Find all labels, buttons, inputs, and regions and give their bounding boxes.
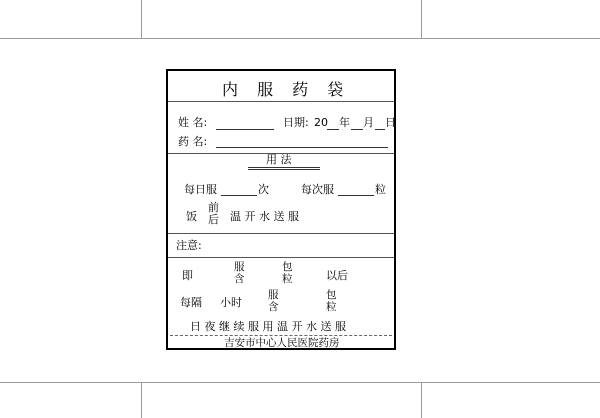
per-dose-prefix: 每次服 bbox=[301, 183, 334, 196]
date-year-field[interactable] bbox=[327, 129, 339, 130]
medicine-bag-label bbox=[166, 69, 396, 350]
drug-name-label: 药 名: bbox=[178, 135, 208, 148]
afterwards-label: 以后 bbox=[326, 269, 348, 282]
meal-label: 饭 bbox=[186, 210, 197, 223]
usage-heading-underline-2 bbox=[248, 169, 320, 170]
take-option-1: 服 bbox=[234, 261, 245, 273]
continue-instruction: 日 夜 继 续 服 用 温 开 水 送 服 bbox=[190, 320, 346, 333]
fold-line-top bbox=[0, 38, 600, 39]
per-dose-unit: 粒 bbox=[375, 183, 386, 196]
date-label: 日期: bbox=[283, 116, 309, 129]
date-year-prefix: 20 bbox=[314, 116, 328, 129]
immediately-label: 即 bbox=[182, 269, 193, 282]
notes-divider-top bbox=[168, 233, 394, 234]
pack-option-2: 包 bbox=[326, 289, 337, 301]
usage-heading: 用 法 bbox=[266, 153, 292, 166]
pharmacy-footer: 吉安市中心人民医院药房 bbox=[224, 337, 340, 349]
take-option-2: 服 bbox=[268, 289, 279, 301]
pack-option-1: 包 bbox=[282, 261, 293, 273]
title-divider bbox=[168, 101, 394, 102]
daily-times-field[interactable] bbox=[221, 195, 257, 196]
notes-divider-bottom bbox=[168, 257, 394, 258]
grain-option-2: 粒 bbox=[326, 301, 337, 313]
fold-line-bottom bbox=[0, 382, 600, 383]
hours-label: 小时 bbox=[220, 296, 242, 309]
patient-name-label: 姓 名: bbox=[178, 116, 208, 129]
fold-line-bottom-flap-left bbox=[141, 382, 142, 418]
bag-title: 内 服 药 袋 bbox=[222, 80, 351, 99]
date-month-field[interactable] bbox=[351, 129, 363, 130]
usage-heading-underline-1 bbox=[248, 167, 320, 168]
daily-times-unit: 次 bbox=[258, 183, 269, 196]
date-month-unit: 月 bbox=[363, 116, 374, 129]
daily-times-prefix: 每日服 bbox=[184, 183, 217, 196]
date-day-field[interactable] bbox=[375, 129, 385, 130]
footer-dashed-divider bbox=[170, 335, 392, 336]
date-day-unit: 日 bbox=[385, 116, 396, 129]
fold-line-top-flap-left bbox=[141, 0, 142, 38]
patient-name-field[interactable] bbox=[216, 129, 274, 130]
meal-after-option: 后 bbox=[208, 213, 219, 226]
per-dose-field[interactable] bbox=[338, 195, 374, 196]
hold-option-1: 含 bbox=[234, 273, 245, 285]
fold-line-bottom-flap-right bbox=[421, 382, 422, 418]
every-interval-prefix: 每隔 bbox=[180, 296, 202, 309]
fold-line-top-flap-right bbox=[421, 0, 422, 38]
notes-label: 注意: bbox=[176, 239, 202, 252]
date-year-unit: 年 bbox=[339, 116, 350, 129]
hold-option-2: 含 bbox=[268, 301, 279, 313]
warm-water-instruction: 温 开 水 送 服 bbox=[230, 210, 299, 223]
drug-name-field[interactable] bbox=[216, 147, 388, 148]
meal-before-option: 前 bbox=[208, 201, 219, 214]
grain-option-1: 粒 bbox=[282, 273, 293, 285]
